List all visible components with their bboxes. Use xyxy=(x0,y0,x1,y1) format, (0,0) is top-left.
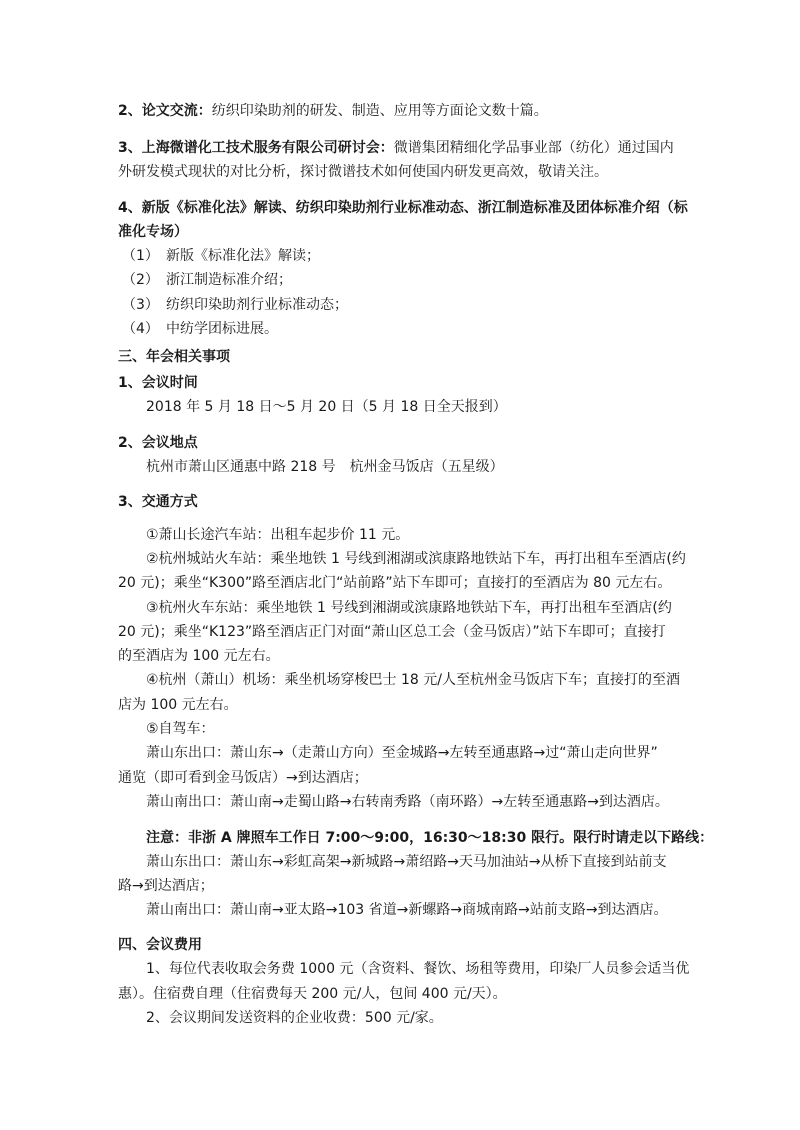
list-item-text: 浙江制造标准介绍； xyxy=(166,272,292,288)
drive-route-1-line-1: 萧山东出口：萧山东→（走萧山方向）至金城路→左转至通惠路→过“萧山走向世界” xyxy=(146,745,658,761)
traffic-item-4-line-2: 店为 100 元左右。 xyxy=(118,697,238,713)
list-item xyxy=(122,319,278,339)
drive-route-1-line-2: 通览（即可看到金马饭店）→到达酒店； xyxy=(118,770,368,786)
traffic-restriction-notice: 注意：非浙 A 牌照车工作日 7:00～9:00，16:30～18:30 限行。限行时请走以下路线： xyxy=(146,830,714,846)
drive-route-2: 萧山南出口：萧山南→走蜀山路→右转南秀路（南环路）→左转至通惠路→到达酒店。 xyxy=(146,794,669,810)
restricted-route-1-line-2: 路→到达酒店； xyxy=(118,878,214,894)
list-item-number: （1） xyxy=(122,248,159,264)
list-item-number: （2） xyxy=(122,272,159,288)
fee-item-1-line-1: 1、每位代表收取会务费 1000 元（含资料、餐饮、场租等费用，印染厂人员参会适当优 xyxy=(146,961,690,977)
traffic-item-3-line-2: 20 元)；乘坐“K123”路至酒店正门对面“萧山区总工会（金马饭店）”站下车即可；直接打 xyxy=(118,624,666,640)
traffic-item-3-line-1: ③杭州火车东站：乘坐地铁 1 号线到湘湖或滨康路地铁站下车，再打出租车至酒店(约 xyxy=(146,600,672,616)
restricted-route-2: 萧山南出口：萧山南→亚太路→103 省道→新螺路→商城南路→站前支路→到达酒店。 xyxy=(146,902,668,918)
list-item-text: 纺织印染助剂行业标准动态； xyxy=(166,297,348,313)
list-item-text: 新版《标准化法》解读； xyxy=(166,248,320,264)
section4-title-2: 准化专场） xyxy=(118,224,188,240)
fee-item-2: 2、会议期间发送资料的企业收费：500 元/家。 xyxy=(146,1010,443,1026)
list-item-number: （4） xyxy=(122,321,159,337)
meeting-time-text: 2018 年 5 月 18 日～5 月 20 日（5 月 18 日全天报到） xyxy=(146,399,507,415)
section3-heading: 3、上海微谱化工技术服务有限公司研讨会： xyxy=(118,140,394,156)
meeting-time-heading: 1、会议时间 xyxy=(118,375,198,391)
meeting-place-text: 杭州市萧山区通惠中路 218 号 杭州金马饭店（五星级） xyxy=(146,459,504,475)
traffic-heading: 3、交通方式 xyxy=(118,494,198,510)
section2-text: 纺织印染助剂的研发、制造、应用等方面论文数十篇。 xyxy=(211,103,548,119)
section4-title-1: 4、新版《标准化法》解读、纺织印染助剂行业标准动态、浙江制造标准及团体标准介绍（标 xyxy=(118,200,688,216)
section2-heading: 2、论文交流： xyxy=(118,103,212,119)
traffic-item-5: ⑤自驾车： xyxy=(146,721,215,737)
part3-heading: 三、年会相关事项 xyxy=(118,349,230,365)
fee-item-1-line-2: 惠）。住宿费自理（住宿费每天 200 元/人，包间 400 元/天）。 xyxy=(118,986,507,1002)
section3-text-1: 微谱集团精细化学品事业部（纺化）通过国内 xyxy=(393,140,674,156)
list-item xyxy=(122,270,292,290)
traffic-item-1: ①萧山长途汽车站：出租车起步价 11 元。 xyxy=(146,527,410,543)
traffic-item-2-line-2: 20 元)；乘坐“K300”路至酒店北门“站前路”站下车即可；直接打的至酒店为 80 元左右。 xyxy=(118,575,672,591)
list-item-text: 中纺学团标进展。 xyxy=(166,321,278,337)
section2-line xyxy=(118,101,548,121)
traffic-item-2-line-1: ②杭州城站火车站：乘坐地铁 1 号线到湘湖或滨康路地铁站下车，再打出租车至酒店(约 xyxy=(146,551,686,567)
traffic-item-3-line-3: 的至酒店为 100 元左右。 xyxy=(118,648,280,664)
part4-heading: 四、会议费用 xyxy=(118,937,202,953)
traffic-item-4-line-1: ④杭州（萧山）机场：乘坐机场穿梭巴士 18 元/人至杭州金马饭店下车；直接打的至酒 xyxy=(146,672,680,688)
section3-line-1 xyxy=(118,138,674,158)
restricted-route-1-line-1: 萧山东出口：萧山东→彩虹高架→新城路→萧绍路→天马加油站→从桥下直接到站前支 xyxy=(146,854,667,870)
meeting-place-heading: 2、会议地点 xyxy=(118,435,198,451)
list-item xyxy=(122,295,348,315)
list-item xyxy=(122,246,320,266)
section3-text-2: 外研发模式现状的对比分析，探讨微谱技术如何使国内研发更高效，敬请关注。 xyxy=(118,164,608,180)
list-item-number: （3） xyxy=(122,297,159,313)
